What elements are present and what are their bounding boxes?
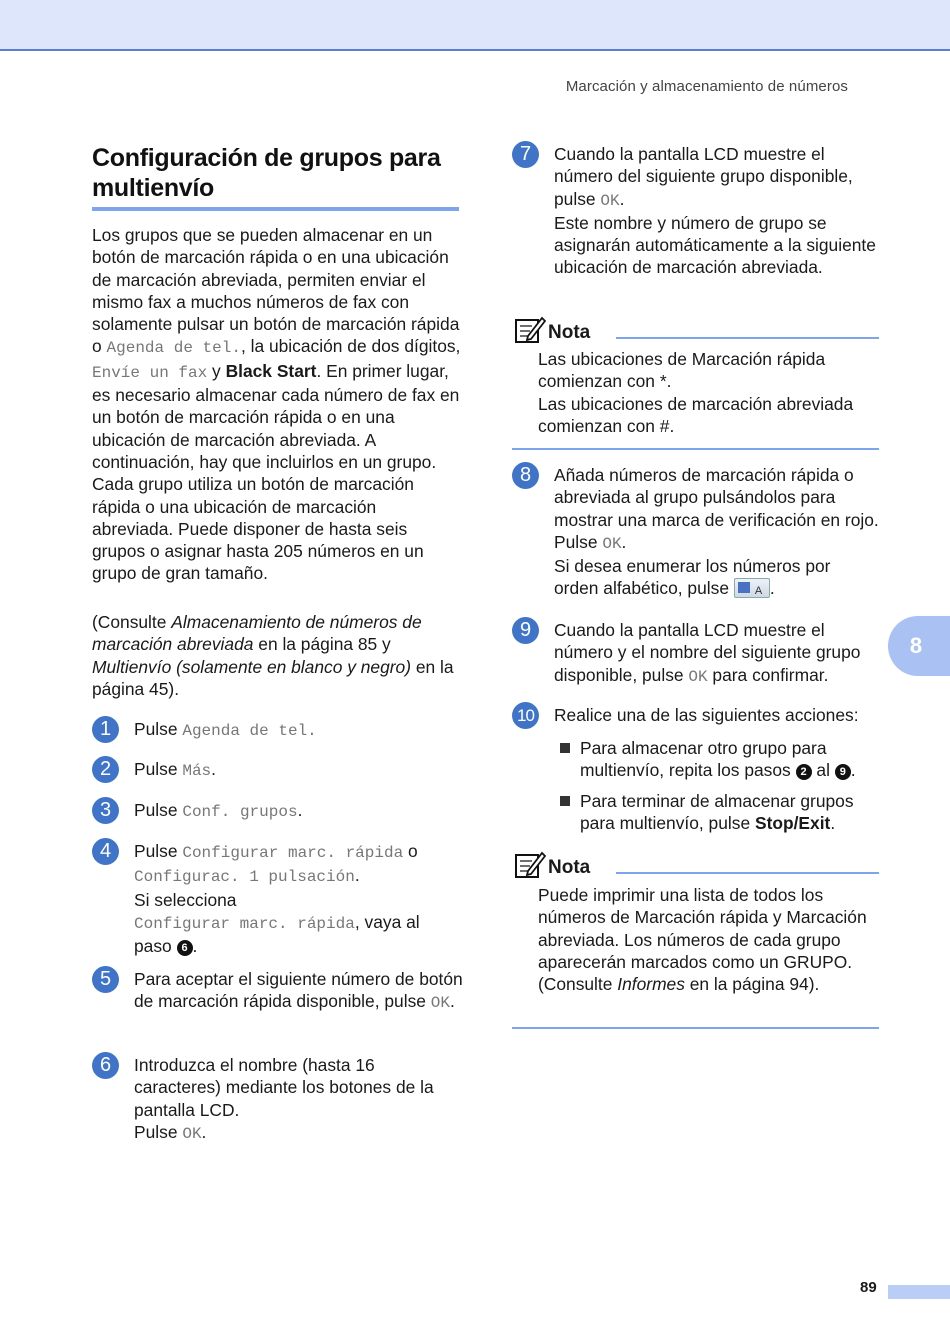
step-number-badge: 9 [512,617,539,644]
note-rule [616,872,879,874]
sort-alphabetical-icon [734,578,770,598]
page-number: 89 [860,1279,877,1296]
note-bottom-rule [512,448,879,450]
section-title: Configuración de grupos para multienvío [92,144,441,202]
step-ref-badge: 6 [177,940,193,956]
chapter-number: 8 [909,633,923,658]
pencil-note-icon [514,851,546,879]
bullet-item: Para almacenar otro grupo para multienvío, repita los pasos 2 al 9 . [560,737,880,782]
note-title: Nota [548,857,591,878]
intro-paragraph: Los grupos que se pueden almacenar en un botón de marcación rápida o en una ubicación de marcación abreviada, permiten enviar el mismo fax a muchos números de fax con solamente pulsar un botón de marcación rápida o Agenda de tel., la ubicación de dos dígitos, Envíe un fax y Black Start. En primer lugar, es necesario almacenar cada número de fax en un botón de marcación rápida o en una ubicación de marcación abreviada. A continuación, hay que incluirlos en un grupo. Cada grupo utiliza un botón de marcación rápida o una ubicación de marcación abreviada. Puede disponer de hasta seis grupos o asignar hasta 205 números en un grupo de gran tamaño. [92,225,461,584]
step-number-badge: 8 [512,462,539,489]
note-bottom-rule [512,1027,879,1029]
page-tab-marker [888,1285,950,1299]
chapter-tab [888,616,950,676]
step-number-badge: 10 [512,702,539,729]
note-box-1: Nota Las ubicaciones de Marcación rápida comienzan con *. Las ubicaciones de marcación abreviada comienzan con #. [512,316,879,452]
title-underline [92,207,459,211]
step-number-badge: 7 [512,141,539,168]
step-number-badge: 2 [92,756,119,783]
pencil-note-icon [514,316,546,344]
bullet-item: Para terminar de almacenar grupos para multienvío, pulse Stop/Exit. [560,790,880,835]
top-banner [0,0,950,51]
step-number-badge: 6 [92,1052,119,1079]
reference-paragraph: (Consulte Almacenamiento de números de marcación abreviada en la página 85 y Multienvío (solamente en blanco y negro) en la página 45). [92,612,454,699]
step-number-badge: 1 [92,716,119,743]
step-ref-badge: 9 [835,764,851,780]
running-header: Marcación y almacenamiento de números [565,78,848,95]
note-title: Nota [548,322,591,343]
step-number-badge: 3 [92,797,119,824]
step-ref-badge: 2 [796,764,812,780]
step-number-badge: 5 [92,966,119,993]
step-number-badge: 4 [92,838,119,865]
note-box-2: Nota Puede imprimir una lista de todos los números de Marcación rápida y Marcación abreviada. Los números de cada grupo aparecerán marcados como un GRUPO. (Consulte Informes en la página 94). [512,851,879,1033]
note-rule [616,337,879,339]
